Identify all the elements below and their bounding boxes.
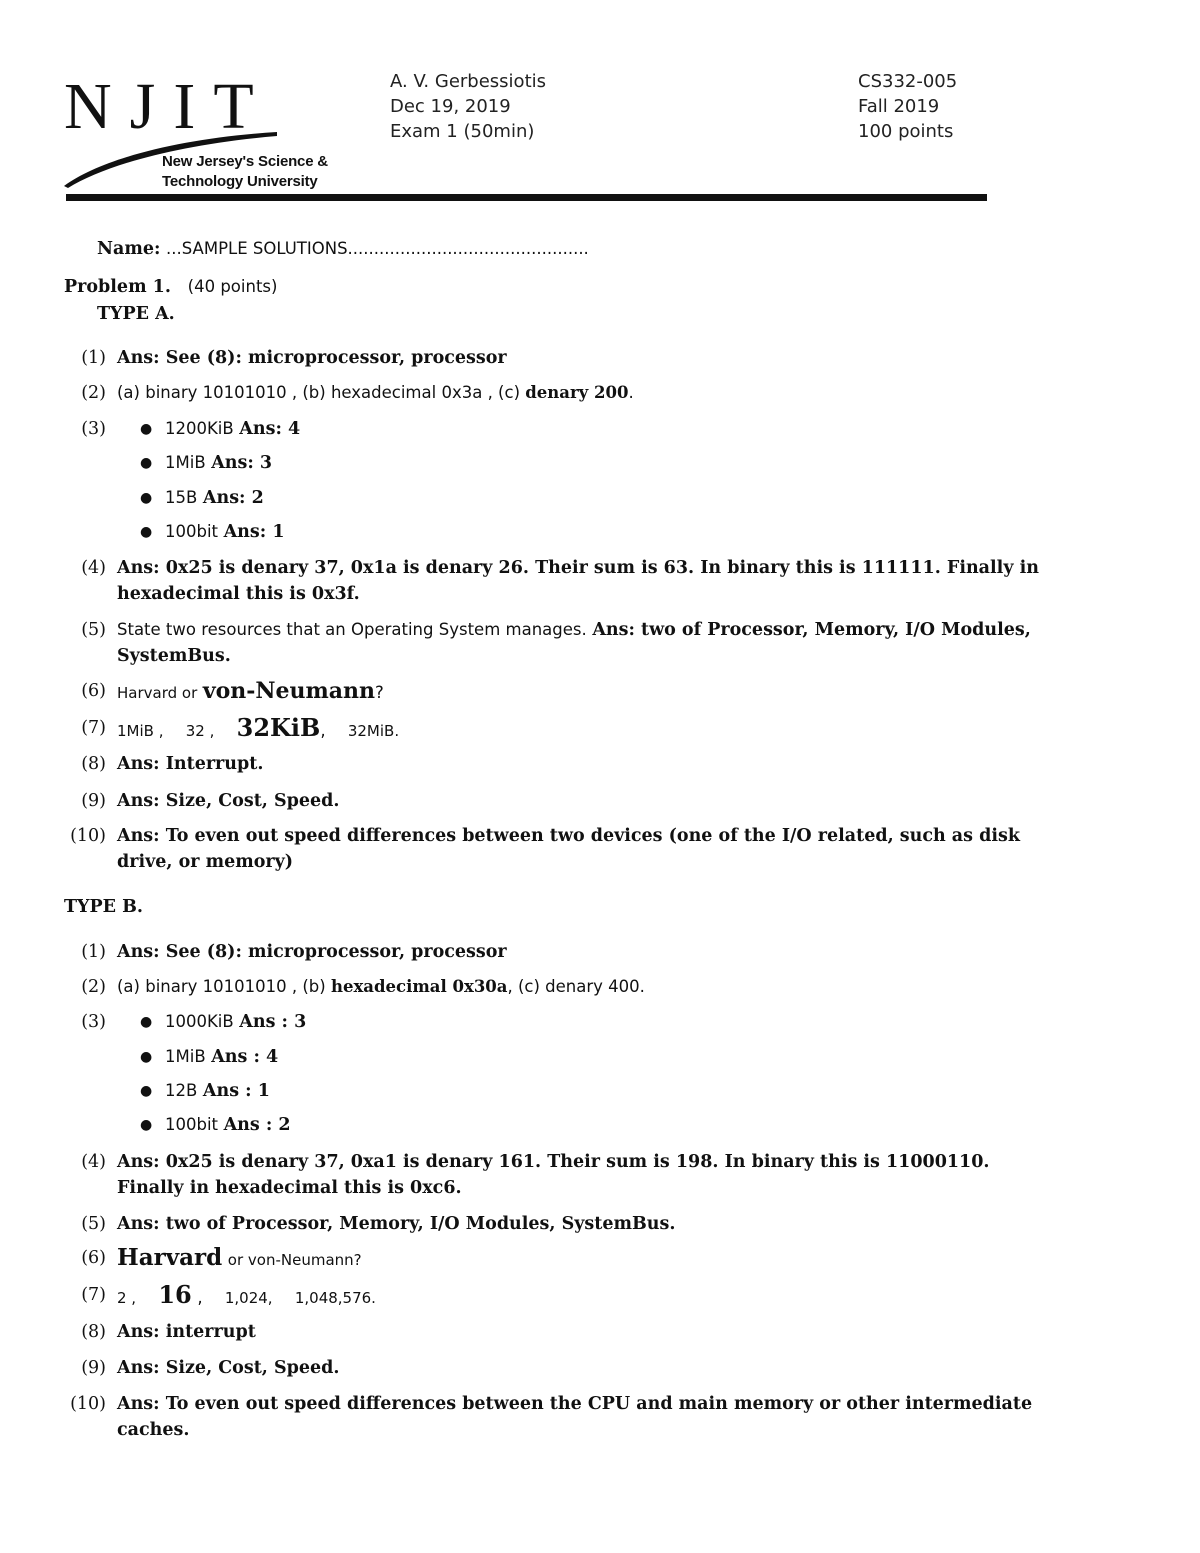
name-value: ...SAMPLE SOLUTIONS..............................................	[166, 239, 589, 258]
type-b-heading: TYPE B.	[64, 897, 143, 917]
selected-answer: von-Neumann	[202, 678, 376, 704]
type-a-heading: TYPE A.	[97, 304, 175, 324]
exam-title: Exam 1 (50min)	[390, 121, 535, 142]
author: A. V. Gerbessiotis	[390, 71, 547, 92]
exam-date: Dec 19, 2019	[390, 96, 511, 117]
name-line: Name: ...SAMPLE SOLUTIONS..............................................	[97, 239, 589, 259]
njit-logo-tagline: New Jersey's Science & Technology University	[162, 153, 328, 190]
course-code: CS332-005	[858, 71, 958, 92]
selected-answer: 32KiB	[236, 713, 321, 742]
header-rule	[66, 194, 987, 201]
course-info	[858, 69, 957, 144]
problem-points: (40 points)	[187, 277, 278, 296]
selected-answer: Harvard	[117, 1244, 223, 1271]
total-points: 100 points	[858, 121, 954, 142]
problem-heading: Problem 1. (40 points)	[64, 277, 278, 297]
njit-logo-letters: NJIT	[64, 70, 272, 143]
term: Fall 2019	[858, 96, 940, 117]
selected-answer: 16	[158, 1280, 192, 1309]
exam-info	[390, 69, 546, 144]
